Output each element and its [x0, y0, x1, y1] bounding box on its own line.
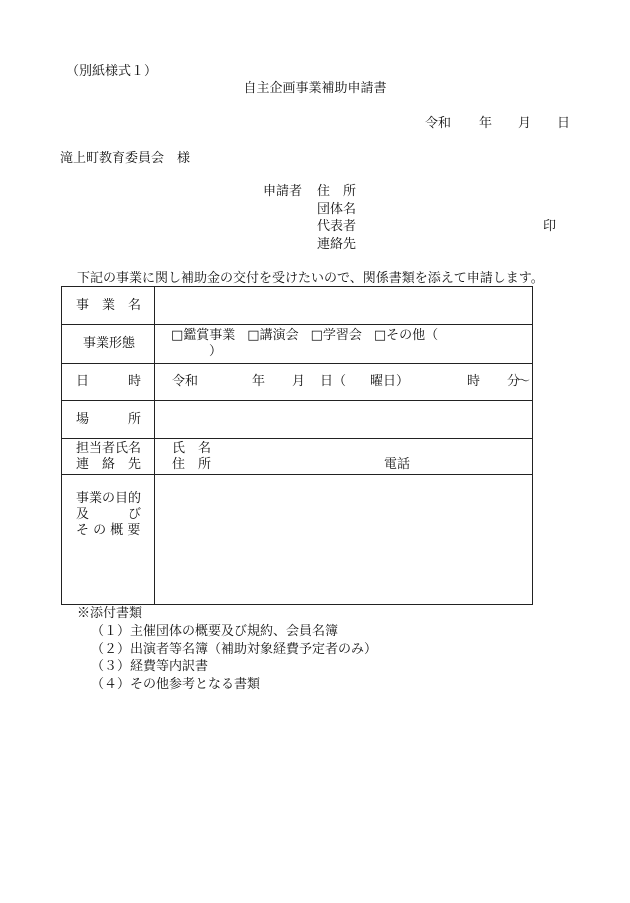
attachment-item: （２）出演者等名簿（補助対象経費予定者のみ）	[91, 642, 378, 657]
datetime-day: 日（	[320, 374, 347, 389]
applicant-representative-label: 代表者	[317, 219, 357, 234]
datetime-tilde: ～	[517, 374, 531, 389]
datetime-month: 月	[292, 374, 306, 389]
event-name-label: 事 業 名	[76, 297, 142, 313]
datetime-hour: 時	[467, 374, 481, 389]
date-year: 年	[479, 116, 493, 131]
attachment-item: （１）主催団体の概要及び規約、会員名簿	[91, 624, 339, 639]
event-type-label: 事業形態	[83, 336, 136, 351]
datetime-field[interactable]	[155, 364, 533, 401]
applicant-contact-label: 連絡先	[317, 237, 357, 252]
applicant-org-label: 団体名	[317, 202, 357, 217]
place-label: 場 所	[76, 411, 142, 427]
attachments-heading: ※添付書類	[77, 606, 143, 621]
table-row-purpose	[62, 475, 533, 605]
document-title: 自主企画事業補助申請書	[243, 81, 387, 96]
seal-mark: 印	[543, 219, 557, 234]
purpose-field[interactable]	[155, 475, 533, 605]
event-name-field[interactable]	[155, 287, 533, 325]
table-row-place	[62, 401, 533, 439]
datetime-era: 令和	[172, 374, 199, 389]
purpose-label-2: 及 び	[76, 507, 142, 522]
contact-name-label: 氏 名	[172, 441, 212, 456]
place-field[interactable]	[155, 401, 533, 439]
table-row-datetime	[62, 364, 533, 401]
attachment-item: （３）経費等内訳書	[91, 659, 209, 674]
date-era: 令和	[425, 116, 452, 131]
table-row-event-name	[62, 287, 533, 325]
form-reference: （別紙様式１）	[66, 64, 158, 79]
contact-person-label: 担当者氏名	[76, 440, 142, 456]
event-type-field	[155, 325, 533, 364]
option-appreciation[interactable]: □鑑賞事業	[171, 328, 236, 343]
contact-phone-label: 電話	[384, 457, 411, 472]
date-month: 月	[518, 116, 532, 131]
option-study-session[interactable]: □学習会	[310, 328, 362, 343]
table-row-contact	[62, 439, 533, 475]
intro-text: 下記の事業に関し補助金の交付を受けたいので、関係書類を添えて申請します。	[77, 271, 544, 286]
date-day: 日	[557, 116, 571, 131]
purpose-label-3: そ の 概 要	[76, 523, 141, 538]
application-table	[61, 286, 533, 605]
datetime-year: 年	[252, 374, 266, 389]
contact-field[interactable]	[155, 439, 533, 475]
contact-label: 連 絡 先	[76, 456, 142, 472]
applicant-label: 申請者	[263, 184, 303, 199]
attachment-item: （４）その他参考となる書類	[91, 677, 261, 692]
table-row-event-type	[62, 325, 533, 364]
option-other-close: ）	[209, 344, 223, 359]
contact-address-label: 住 所	[172, 457, 212, 472]
addressee: 滝上町教育委員会 様	[60, 151, 191, 166]
option-other[interactable]: □その他（	[373, 328, 439, 343]
datetime-weekday: 曜日）	[370, 374, 410, 389]
option-lecture[interactable]: □講演会	[247, 328, 299, 343]
purpose-label-1: 事業の目的	[76, 491, 142, 506]
datetime-label: 日 時	[76, 374, 142, 389]
datetime-minute: 分	[507, 374, 521, 389]
applicant-address-label: 住 所	[317, 184, 357, 199]
